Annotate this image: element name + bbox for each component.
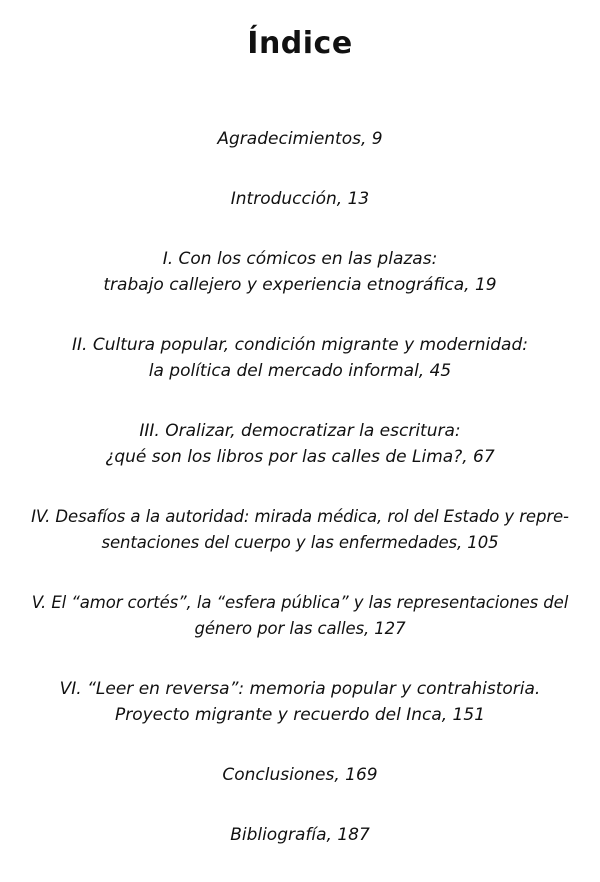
toc-entry-line: V. El “amor cortés”, la “esfera pública” y las representaciones del	[31, 593, 569, 612]
page-title: Índice	[247, 26, 353, 62]
toc-entry-line: la política del mercado informal, 45	[148, 361, 452, 381]
toc-entry-chapter-4	[0, 504, 600, 556]
toc-entry-line: Proyecto migrante y recuerdo del Inca, 151	[114, 705, 486, 725]
toc-entry-line: género por las calles, 127	[194, 619, 406, 638]
toc-entry-introduccion	[0, 186, 600, 212]
toc-entry-bibliografia	[0, 822, 600, 848]
toc-entry-line: Conclusiones, 169	[222, 765, 378, 785]
toc-entry-line: Agradecimientos, 9	[217, 129, 383, 149]
toc-entry-line: trabajo callejero y experiencia etnográfica, 19	[103, 275, 497, 295]
toc-entry-chapter-1	[0, 246, 600, 298]
toc-entry-line: I. Con los cómicos en las plazas:	[162, 249, 438, 269]
toc-entry-chapter-5	[0, 590, 600, 642]
toc-entry-line: ¿qué son los libros por las calles de Lima?, 67	[105, 447, 495, 467]
toc-entry-chapter-6	[0, 676, 600, 728]
table-of-contents	[0, 126, 600, 882]
toc-entry-line: Introducción, 13	[230, 189, 370, 209]
toc-entry-line: VI. “Leer en reversa”: memoria popular y contrahistoria.	[59, 679, 541, 699]
toc-entry-line: II. Cultura popular, condición migrante y modernidad:	[72, 335, 528, 355]
toc-entry-conclusiones	[0, 762, 600, 788]
toc-entry-line: III. Oralizar, democratizar la escritura:	[139, 421, 461, 441]
toc-entry-agradecimientos	[0, 126, 600, 152]
toc-entry-chapter-2	[0, 332, 600, 384]
toc-entry-line: sentaciones del cuerpo y las enfermedades, 105	[101, 533, 499, 552]
toc-entry-line: IV. Desafíos a la autoridad: mirada médica, rol del Estado y repre-	[31, 507, 569, 526]
toc-entry-chapter-3	[0, 418, 600, 470]
toc-entry-line: Bibliografía, 187	[230, 825, 370, 845]
